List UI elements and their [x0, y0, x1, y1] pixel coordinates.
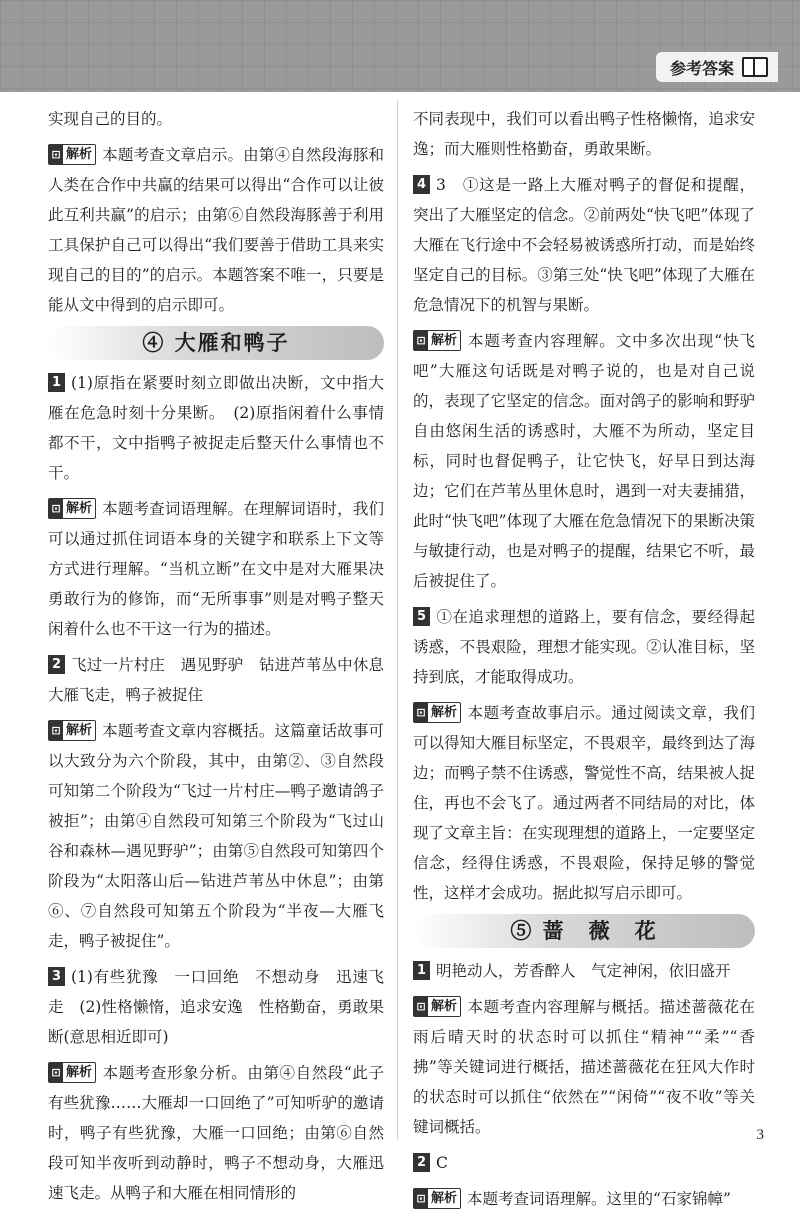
analysis-badge: ⊡ 解析: [48, 1062, 96, 1083]
analysis-badge: ⊡ 解析: [413, 1188, 461, 1209]
right-column: [413, 104, 755, 1220]
question-1: 1 (1)原指在紧要时刻立即做出决断，文中指大雁在危急时刻十分果断。 (2)原指闲着什么事情都不干，文中指鸭子被捉走后整天什么事情也不干。: [48, 374, 384, 482]
page-number: 3: [756, 1127, 764, 1143]
answer-tab-label: 参考答案: [669, 58, 734, 78]
column-divider: [397, 100, 398, 1140]
analysis-icon: ⊡: [49, 1063, 63, 1082]
analysis-badge: ⊡ 解析: [48, 720, 96, 741]
section-title: ⑤ 蔷 薇 花: [413, 914, 755, 948]
question-number: 2: [413, 1153, 430, 1172]
question-number: 4: [413, 175, 430, 194]
left-column: [48, 104, 400, 1214]
top-banner: [0, 0, 800, 92]
analysis-block: ⊡ 解析 本题考查文章内容概括。这篇童话故事可以大致分为六个阶段，其中，由第②、③自然段可知第二个阶段为“飞过一片村庄—鸭子邀请鸽子被拒”；由第④自然段可知第三个阶段为“飞过山谷和森林—遇见野驴”；由第⑤自然段可知第四个阶段为“太阳落山后—钻进芦苇丛中休息”；由第⑥、⑦自然段可知第五个阶段为“半夜—大雁飞走，鸭子被捉住”。: [48, 722, 384, 950]
analysis-block: ⊡ 解析 本题考查形象分析。由第④自然段“此子有些犹豫……大雁却一口回绝了”可知听驴的邀请时，鸭子有些犹豫，大雁一口回绝；由第⑥自然段可知半夜听到动静时，鸭子不想动身，大雁迅速飞走。从鸭子和大雁在相同情形的: [48, 1064, 384, 1202]
analysis-block: ⊡ 解析 本题考查内容理解。文中多次出现“快飞吧”大雁这句话既是对鸭子说的，也是对自己说的，表现了它坚定的信念。面对鸽子的影响和野驴自由悠闲生活的诱惑时，大雁不为所动，坚定目标，同时也督促鸭子，让它快飞，好早日到达海边；它们在芦苇丛里休息时，遇到一对夫妻捕猎，此时“快飞吧”体现了大雁在危急情况下的果断决策与敏捷行动，也是对鸭子的提醒，结果它不听，最后被捉住了。: [413, 332, 755, 590]
analysis-block: ⊡ 解析 本题考查文章启示。由第④自然段海豚和人类在合作中共赢的结果可以得出“合作可以让彼此互利共赢”的启示；由第⑥自然段海豚善于利用工具保护自己可以得出“我们要善于借助工具来实现自己的目的”的启示。本题答案不唯一，只要是能从文中得到的启示即可。: [48, 146, 384, 314]
analysis-block: ⊡ 解析 本题考查词语理解。这里的“石家锦幛”: [413, 1184, 755, 1214]
analysis-badge: ⊡ 解析: [48, 144, 96, 165]
analysis-icon: ⊡: [414, 997, 428, 1016]
analysis-icon: ⊡: [49, 721, 63, 740]
analysis-badge: ⊡ 解析: [413, 702, 461, 723]
question-2: 2 C: [413, 1148, 755, 1178]
analysis-icon: ⊡: [49, 145, 63, 164]
question-number: 3: [48, 967, 65, 986]
analysis-badge: ⊡ 解析: [413, 330, 461, 351]
analysis-block: ⊡ 解析 本题考查故事启示。通过阅读文章，我们可以得知大雁目标坚定，不畏艰辛，最终到达了海边；而鸭子禁不住诱惑，警觉性不高，结果被人捉住，再也不会飞了。通过两者不同结局的对比，体现了文章主旨：在实现理想的道路上，一定要坚定信念，经得住诱惑，不畏艰险，保持足够的警觉性，这样才会成功。据此拟写启示即可。: [413, 704, 755, 902]
section-title: ④ 大雁和鸭子: [48, 326, 384, 360]
analysis-badge: ⊡ 解析: [48, 498, 96, 519]
question-number: 2: [48, 655, 65, 674]
analysis-icon: ⊡: [49, 499, 63, 518]
question-number: 1: [413, 961, 430, 980]
book-icon: [742, 57, 768, 77]
intro-text: 实现自己的目的。: [48, 110, 173, 128]
question-number: 1: [48, 373, 65, 392]
analysis-block: ⊡ 解析 本题考查内容理解与概括。描述蔷薇花在雨后晴天时的状态时可以抓住“精神”“柔”“香拂”等关键词进行概括，描述蔷薇花在狂风大作时的状态时可以抓住“依然在”“闲倚”“夜不收”等关键词概括。: [413, 998, 755, 1136]
question-2: 2 飞过一片村庄 遇见野驴 钻进芦苇丛中休息 大雁飞走，鸭子被捉住: [48, 656, 400, 704]
analysis-icon: ⊡: [414, 331, 428, 350]
question-number: 5: [413, 607, 430, 626]
question-1: 1 明艳动人，芳香醉人 气定神闲，依旧盛开: [413, 956, 755, 986]
analysis-icon: ⊡: [414, 703, 428, 722]
analysis-badge: ⊡ 解析: [413, 996, 461, 1017]
question-4: 4 3 ①这是一路上大雁对鸭子的督促和提醒，突出了大雁坚定的信念。②前两处“快飞吧”体现了大雁在飞行途中不会轻易被诱惑所打动，而是始终坚定自己的目标。③第三处“快飞吧”体现了大雁在危急情况下的机智与果断。: [413, 176, 755, 314]
continued-text: 不同表现中，我们可以看出鸭子性格懒惰，追求安逸；而大雁则性格勤奋，勇敢果断。: [413, 110, 755, 158]
analysis-block: ⊡ 解析 本题考查词语理解。在理解词语时，我们可以通过抓住词语本身的关键字和联系上下文等方式进行理解。“当机立断”在文中是对大雁果决勇敢行为的修饰，而“无所事事”则是对鸭子整天闲着什么也不干这一行为的描述。: [48, 500, 384, 638]
analysis-icon: ⊡: [414, 1189, 428, 1208]
question-5: 5 ①在追求理想的道路上，要有信念，要经得起诱惑，不畏艰险，理想才能实现。②认准目标，坚持到底，才能取得成功。: [413, 608, 755, 686]
answer-tab: [656, 52, 778, 82]
question-3: 3 (1)有些犹豫 一口回绝 不想动身 迅速飞走 (2)性格懒惰，追求安逸 性格勤奋，勇敢果断(意思相近即可): [48, 968, 384, 1046]
